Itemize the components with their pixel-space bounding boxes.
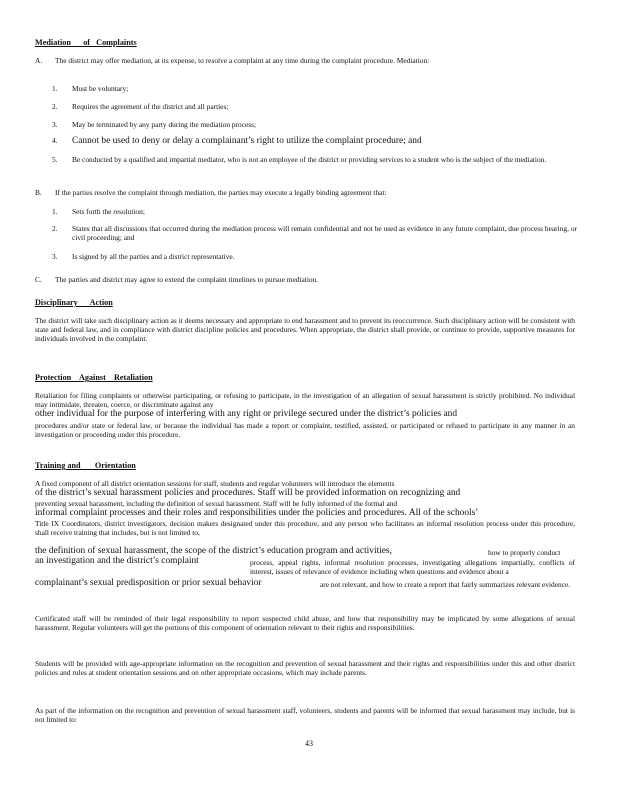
heading-mediation: Mediation of Complaints — [35, 38, 137, 47]
mediation-b-item-2: 2. States that all discussions that occurred during the mediation process will remain confidential and not be used as evidence in any future complaint, due process hearing, or civil proceeding; and — [52, 224, 577, 243]
heading-disciplinary: Disciplinary Action — [35, 298, 113, 307]
heading-retaliation: Protection Against Retaliation — [35, 373, 153, 382]
heading-training: Training and Orientation — [35, 461, 136, 470]
training-line-8: complainant’s sexual predisposition or prior sexual behavior — [35, 578, 262, 588]
training-para-2: Certificated staff will be reminded of their legal responsibility to report suspected child abuse, and how that responsibility may be implicated by some allegations of sexual harassment. Regular volunteers will get the portions of this component of orientation relevant to their rights and responsibilities. — [35, 614, 575, 633]
label-c: C. — [35, 275, 42, 284]
training-line-5: Title IX Coordinators, district investigators, decision makers designated under this procedure, and any person who facilitates an informal resolution process under this procedure, shall receive training that includes, but is not limited to, — [35, 519, 575, 538]
mediation-b-text: If the parties resolve the complaint through mediation, the parties may execute a legally binding agreement that: — [55, 188, 387, 197]
training-line-2: of the district’s sexual harassment policies and procedures. Staff will be provided information on recognizing and — [35, 488, 461, 498]
retaliation-text-2: procedures and/or state or federal law, or because the individual has made a report or complaint, testified, assisted, or participated or refused to participate in any manner in an investigation or proceeding under this procedure. — [35, 421, 575, 440]
training-line-4: informal complaint processes and their roles and responsibilities under the policies and procedures. All of the schools’ — [35, 508, 479, 518]
page-number: 43 — [305, 739, 313, 748]
training-line-7: an investigation and the district’s complaint — [35, 556, 199, 566]
mediation-a-item-4: 4. Cannot be used to deny or delay a complainant’s right to utilize the complaint procedure; and — [52, 136, 422, 146]
mediation-a-item-2: 2. Requires the agreement of the district and all parties; — [52, 102, 229, 111]
retaliation-text-emphasis: other individual for the purpose of interfering with any right or privilege secured under the district’s policies and — [35, 409, 458, 419]
training-line-6: the definition of sexual harassment, the scope of the district’s education program and activities, — [35, 546, 392, 556]
mediation-a-item-3: 3. May be terminated by any party during the mediation process; — [52, 120, 257, 129]
label-a: A. — [35, 56, 43, 65]
mediation-a-item-1: 1. Must be voluntary; — [52, 84, 129, 93]
mediation-b-item-1: 1. Sets forth the resolution; — [52, 207, 145, 216]
mediation-a-text: The district may offer mediation, at its expense, to resolve a complaint at any time during the complaint procedure. Mediation: — [55, 56, 430, 65]
retaliation-text-1: Retaliation for filing complaints or otherwise participating, or refusing to participate, in the investigation of an allegation of sexual harassment is strictly prohibited. No individual may intimidate, threaten, coerce, or discriminate against any — [35, 391, 575, 410]
mediation-a-item-5: 5. Be conducted by a qualified and impartial mediator, who is not an employee of the district or providing services to a student who is the subject of the mediation. — [52, 155, 547, 164]
disciplinary-text: The district will take such disciplinary action as it deems necessary and appropriate to end harassment and to prevent its reoccurrence. Such disciplinary action will be consistent with state and federal law, and in compliance with district discipline policies and procedures. When appropriate, the district shall provide, or continue to provide, supportive measures for individuals involved in the complaint. — [35, 316, 575, 344]
training-para-4: As part of the information on the recognition and prevention of sexual harassment staff, volunteers, students and parents will be informed that sexual harassment may include, but is not limited to: — [35, 706, 575, 725]
training-para-3: Students will be provided with age-appropriate information on the recognition and prevention of sexual harassment and their rights and responsibilities under this and other district policies and rules at student orientation sessions and on other appropriate occasions, which may include parents. — [35, 659, 575, 678]
training-line-8b: are not relevant, and how to create a report that fairly summarizes relevant evidence. — [320, 580, 571, 589]
training-line-3: preventing sexual harassment, including the definition of sexual harassment. Staff will be fully informed of the formal and — [35, 499, 398, 508]
mediation-c-text: The parties and district may agree to extend the complaint timelines to pursue mediation. — [55, 275, 319, 284]
mediation-b-item-3: 3. Is signed by all the parties and a district representative. — [52, 252, 235, 261]
label-b: B. — [35, 188, 42, 197]
training-line-1: A fixed component of all district orientation sessions for staff, students and regular volunteers will introduce the elements — [35, 479, 395, 488]
training-line-7b: process, appeal rights, informal resolution processes, investigating allegations impartially, conflicts of interest, issues of relevance of evidence including when questions and evidence about a — [250, 558, 575, 577]
training-line-6b: how to properly conduct — [488, 548, 561, 557]
